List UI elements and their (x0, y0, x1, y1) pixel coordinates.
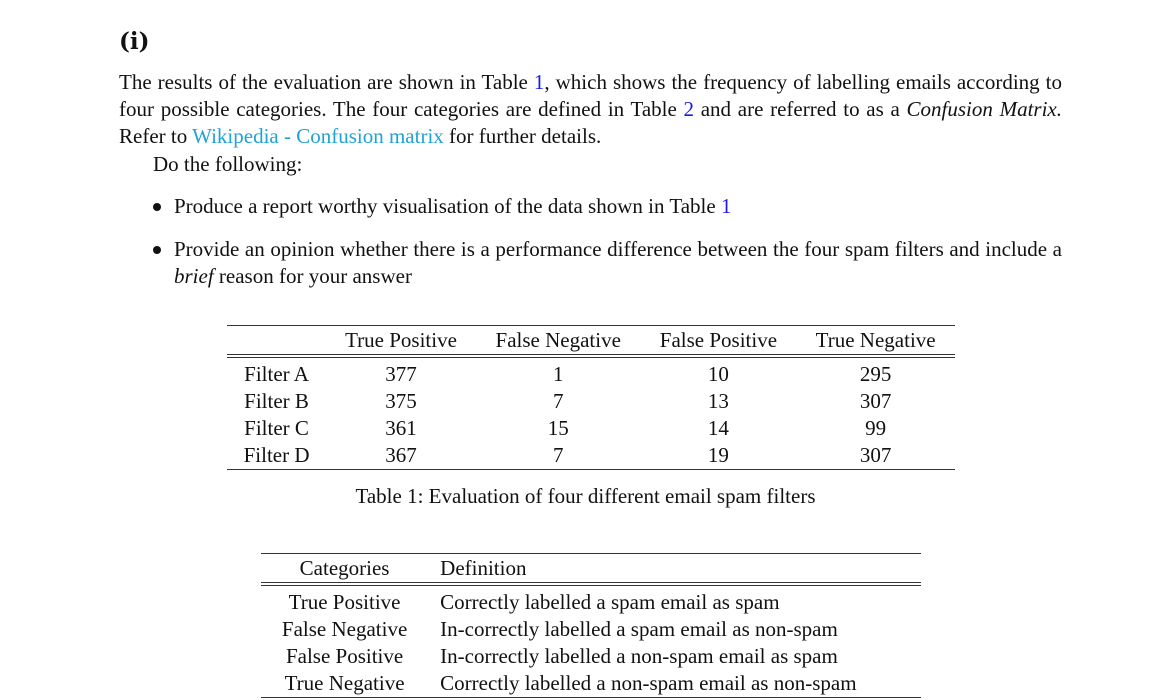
intro-text-2: , which shows the frequency of labelling emails according to four possible categories. The four categories are defined in Table (119, 70, 1062, 121)
table-cell: 361 (385, 416, 417, 440)
table-header-cell: False Negative (476, 326, 641, 357)
task-item-visualisation (119, 193, 1062, 220)
table1-caption: Table 1: Evaluation of four different email spam filters (355, 484, 816, 508)
wikipedia-link[interactable]: Wikipedia - Confusion matrix (192, 124, 444, 148)
spam-filter-evaluation-table (227, 325, 955, 470)
intro-text-4: Refer to (119, 124, 193, 148)
table-cell: 307 (796, 442, 955, 470)
table-header-row (261, 554, 921, 585)
brief-emphasis: brief (174, 264, 214, 288)
table-header-cell: Definition (428, 554, 921, 585)
document-page (119, 26, 1062, 306)
task-item-opinion (119, 236, 1062, 290)
table1-ref-link[interactable]: 1 (533, 70, 545, 94)
task-list (119, 193, 1062, 290)
bullet-icon (153, 246, 161, 254)
filter-name-cell: Filter A (244, 362, 309, 386)
table2-ref-link[interactable]: 2 (683, 97, 695, 121)
intro-text-5: for further details. (443, 124, 602, 148)
table-header-cell: False Positive (641, 326, 797, 357)
table-cell: 19 (641, 442, 797, 470)
table-row (227, 388, 955, 415)
table-header-cell (227, 326, 326, 357)
confusion-matrix-term: Confusion Matrix. (906, 97, 1062, 121)
table-cell: 14 (707, 416, 729, 440)
intro-text-1: The results of the evaluation are shown in Table (119, 70, 534, 94)
table-row (261, 643, 921, 670)
table-cell: 13 (707, 389, 729, 413)
category-cell: True Positive (288, 590, 401, 614)
table-cell: 307 (859, 389, 892, 413)
table-header-cell: True Positive (326, 326, 476, 357)
intro-paragraph (119, 69, 1062, 150)
table-row (227, 415, 955, 442)
table-cell: 377 (385, 362, 417, 386)
filter-name-cell: Filter C (244, 416, 309, 440)
table-header-cell: True Negative (796, 326, 955, 357)
definition-cell: In-correctly labelled a non-spam email as spam (440, 644, 838, 668)
task-text-end: reason for your answer (213, 264, 412, 288)
definition-cell: Correctly labelled a spam email as spam (440, 590, 780, 614)
category-cell: True Negative (261, 670, 428, 698)
bullet-icon (153, 203, 161, 211)
task-text: Provide an opinion whether there is a performance difference between the four spam filters and include a (174, 237, 1062, 261)
table-row (227, 356, 955, 388)
table-cell: 7 (552, 389, 564, 413)
table-cell: 99 (865, 416, 887, 440)
table-header-row (227, 326, 955, 357)
table-header-cell: Categories (261, 554, 428, 585)
category-cell: False Negative (281, 617, 408, 641)
section-heading: (i) (119, 28, 150, 55)
instruction-text: Do the following: (153, 152, 303, 176)
table1-ref-link[interactable]: 1 (720, 194, 732, 218)
table-row (261, 616, 921, 643)
task-text: Produce a report worthy visualisation of the data shown in Table (174, 194, 721, 218)
filter-name-cell: Filter D (227, 442, 326, 470)
table-cell: 10 (707, 362, 729, 386)
table-cell: 367 (326, 442, 476, 470)
definition-cell: Correctly labelled a non-spam email as non-spam (428, 670, 921, 698)
table-cell: 1 (552, 362, 564, 386)
table-cell: 375 (385, 389, 417, 413)
table-row (261, 584, 921, 616)
confusion-matrix-definition-table (261, 553, 921, 698)
table-cell: 15 (547, 416, 569, 440)
table-row (261, 670, 921, 698)
table-cell: 7 (476, 442, 641, 470)
category-cell: False Positive (285, 644, 404, 668)
intro-text-3: and are referred to as a (694, 97, 907, 121)
table-cell: 295 (859, 362, 892, 386)
definition-cell: In-correctly labelled a spam email as non-spam (440, 617, 838, 641)
filter-name-cell: Filter B (244, 389, 309, 413)
table-row (227, 442, 955, 470)
